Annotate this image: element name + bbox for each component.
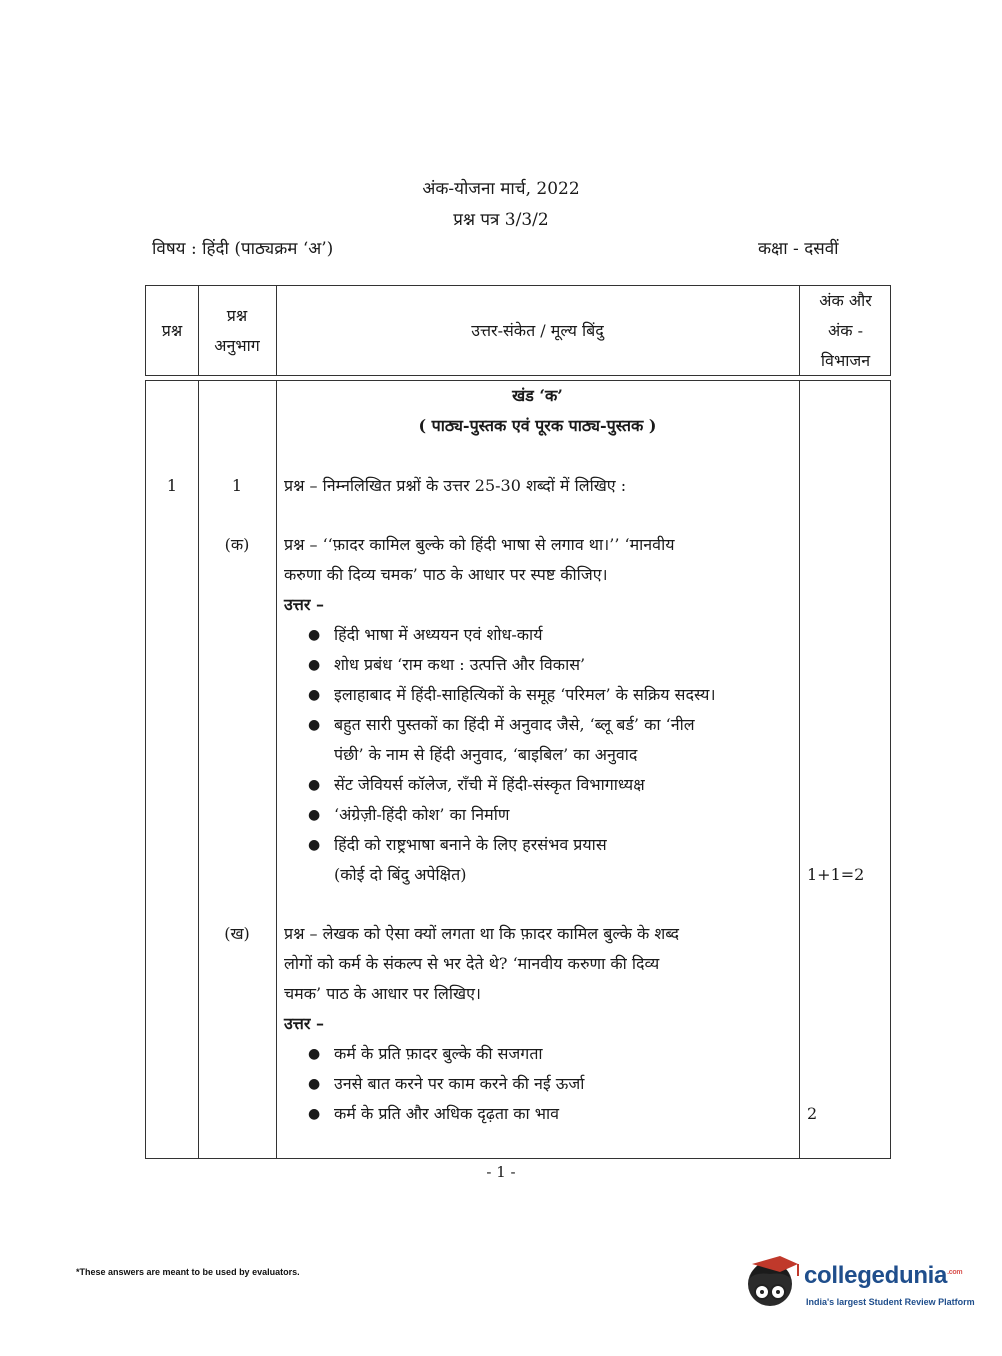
qb-bullet: कर्म के प्रति फ़ादर बुल्के की सजगता [334, 1044, 543, 1063]
logo-name: collegedunia [804, 1262, 948, 1289]
khand-title: खंड ‘क’ [512, 386, 563, 405]
section-number: 1 [231, 476, 243, 495]
qa-question-line2: करुणा की दिव्य चमक’ पाठ के आधार पर स्पष्ट कीजिए। [284, 565, 608, 584]
qb-marks: 2 [807, 1104, 818, 1123]
class-label: कक्षा - दसवीं [758, 239, 839, 259]
bullet-icon: ● [308, 657, 321, 673]
qa-bullet: इलाहाबाद में हिंदी-साहित्यिकों के समूह ‘परिमल’ के सक्रिय सदस्य। [334, 685, 716, 704]
khand-subtitle: ( पाठ्य-पुस्तक एवं पूरक पाठ्य-पुस्तक ) [418, 416, 657, 435]
bullet-icon: ● [308, 807, 321, 823]
logo-tagline: India's largest Student Review Platform [806, 1297, 975, 1307]
evaluator-note: *These answers are meant to be used by evaluators. [76, 1267, 300, 1277]
qa-bullet: बहुत सारी पुस्तकों का हिंदी में अनुवाद जैसे, ‘ब्लू बर्ड’ का ‘नील [334, 715, 695, 734]
header-marks-line1: अंक और [819, 291, 872, 310]
header-section-line1: प्रश्न [226, 306, 248, 325]
subject-label: विषय : हिंदी (पाठ्यक्रम ‘अ’) [152, 239, 334, 259]
qb-question-line3: चमक’ पाठ के आधार पर लिखिए। [284, 984, 481, 1003]
qa-bullet: हिंदी भाषा में अध्ययन एवं शोध-कार्य [334, 625, 543, 644]
table-header [145, 285, 891, 376]
collegedunia-mascot-icon [740, 1250, 802, 1312]
qb-question-line1: प्रश्न – लेखक को ऐसा क्यों लगता था कि फ़ादर कामिल बुल्के के शब्द [284, 924, 680, 943]
qb-bullet: उनसे बात करने पर काम करने की नई ऊर्जा [334, 1074, 585, 1093]
qb-bullet: कर्म के प्रति और अधिक दृढ़ता का भाव [334, 1104, 560, 1123]
page-number: - 1 - [486, 1163, 516, 1181]
bullet-icon: ● [308, 837, 321, 853]
qa-bullet: ‘अंग्रेज़ी-हिंदी कोश’ का निर्माण [334, 805, 510, 824]
qa-answer-label: उत्तर – [284, 595, 324, 614]
header-marks-line3: विभाजन [820, 351, 871, 370]
paper-code: प्रश्न पत्र 3/3/2 [453, 210, 549, 230]
header-question: प्रश्न [161, 321, 183, 340]
logo-suffix: .com [947, 1269, 963, 1276]
question-number: 1 [166, 476, 178, 495]
header-answer: उत्तर-संकेत / मूल्य बिंदु [471, 321, 604, 340]
bullet-icon: ● [308, 1106, 321, 1122]
bullet-icon: ● [308, 627, 321, 643]
qb-question-line2: लोगों को कर्म के संकल्प से भर देते थे? ‘मानवीय करुणा की दिव्य [284, 954, 660, 973]
qa-bullet: शोध प्रबंध ‘राम कथा : उत्पत्ति और विकास’ [334, 655, 586, 674]
qa-bullet: हिंदी को राष्ट्रभाषा बनाने के लिए हरसंभव प्रयास [334, 835, 607, 854]
qa-bullet: सेंट जेवियर्स कॉलेज, राँची में हिंदी-संस्कृत विभागाध्यक्ष [334, 775, 645, 794]
bullet-icon: ● [308, 1046, 321, 1062]
bullet-icon: ● [308, 1076, 321, 1092]
q1-instruction: प्रश्न – निम्नलिखित प्रश्नों के उत्तर 25-30 शब्दों में लिखिए : [284, 476, 627, 495]
qb-answer-label: उत्तर – [284, 1014, 324, 1033]
logo-wordmark [804, 1262, 962, 1290]
qa-marks: 1+1=2 [807, 865, 865, 884]
qa-note: (कोई दो बिंदु अपेक्षित) [334, 865, 467, 884]
section-kha: (ख) [224, 924, 250, 943]
qa-question-line1: प्रश्न – ‘‘फ़ादर कामिल बुल्के को हिंदी भाषा से लगाव था।’’ ‘मानवीय [284, 535, 675, 554]
bullet-icon: ● [308, 687, 321, 703]
marking-scheme-title: अंक-योजना मार्च, 2022 [422, 179, 580, 199]
table-body [145, 380, 891, 1159]
header-marks-line2: अंक - [827, 321, 863, 340]
section-ka: (क) [224, 535, 250, 554]
bullet-icon: ● [308, 777, 321, 793]
bullet-icon: ● [308, 717, 321, 733]
header-section-line2: अनुभाग [214, 336, 260, 355]
qa-bullet-continuation: पंछी’ के नाम से हिंदी अनुवाद, ‘बाइबिल’ का अनुवाद [334, 745, 638, 764]
